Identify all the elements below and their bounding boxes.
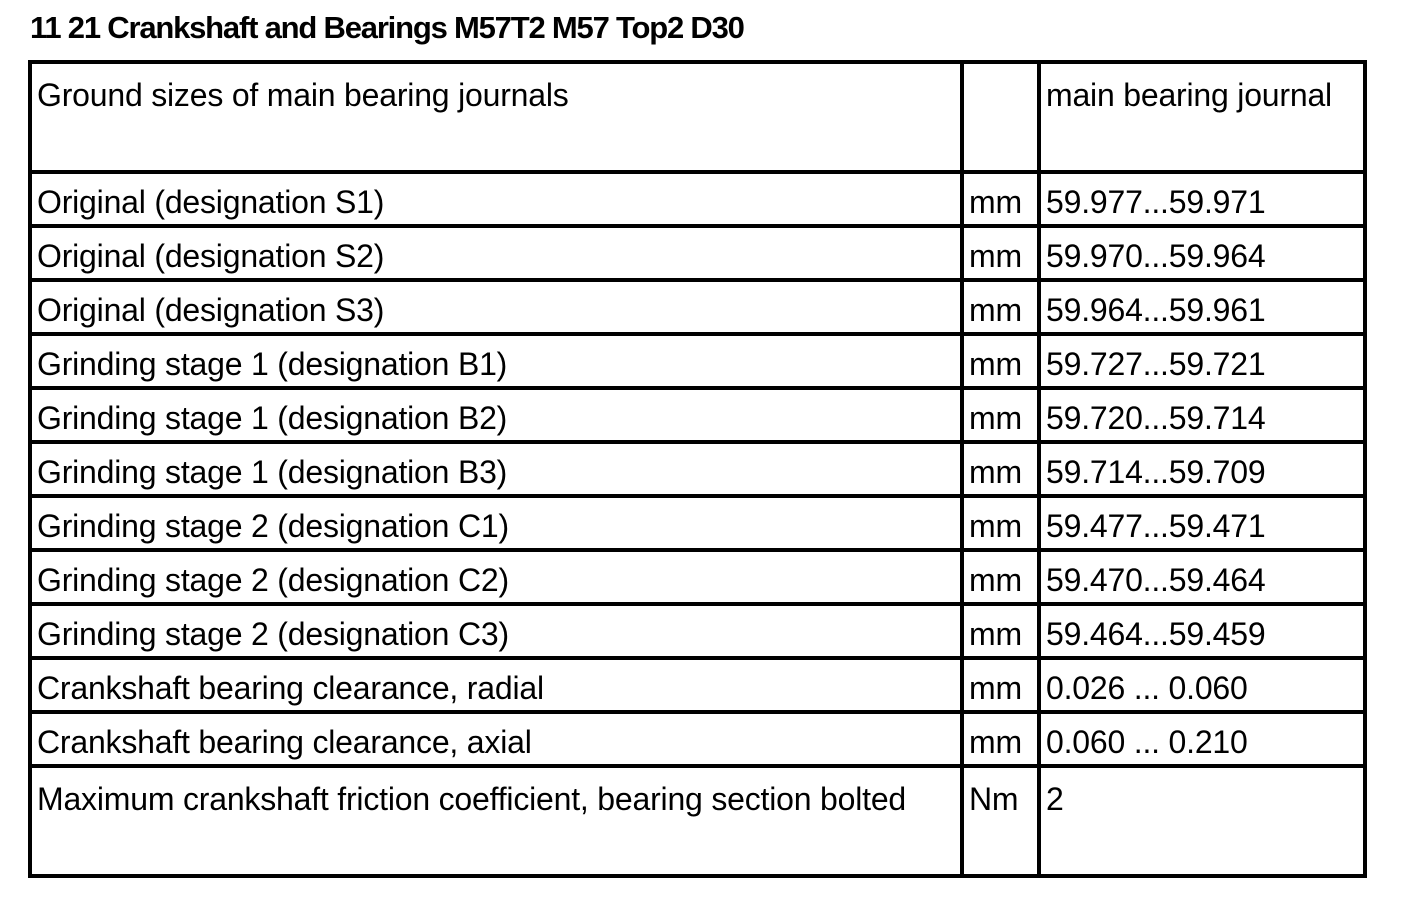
value-cell: 59.720...59.714 — [1039, 388, 1365, 442]
table-header-row — [30, 62, 1365, 172]
value-cell: 59.464...59.459 — [1039, 604, 1365, 658]
value-cell: 59.714...59.709 — [1039, 442, 1365, 496]
value-cell: 59.477...59.471 — [1039, 496, 1365, 550]
table-row — [30, 172, 1365, 226]
header-description-cell: Ground sizes of main bearing journals — [30, 62, 962, 172]
table-row — [30, 604, 1365, 658]
description-cell: Grinding stage 1 (designation B1) — [30, 334, 962, 388]
unit-cell: Nm — [962, 766, 1039, 876]
value-cell: 2 — [1039, 766, 1365, 876]
value-cell: 0.026 ... 0.060 — [1039, 658, 1365, 712]
unit-cell: mm — [962, 658, 1039, 712]
description-cell: Original (designation S3) — [30, 280, 962, 334]
table-row — [30, 766, 1365, 876]
specification-table — [28, 60, 1367, 878]
document-title: 11 21 Crankshaft and Bearings M57T2 M57 Top2 D30 — [30, 10, 744, 45]
description-cell: Grinding stage 1 (designation B2) — [30, 388, 962, 442]
table-row — [30, 658, 1365, 712]
table-row — [30, 226, 1365, 280]
table-row — [30, 334, 1365, 388]
value-cell: 59.970...59.964 — [1039, 226, 1365, 280]
unit-cell: mm — [962, 604, 1039, 658]
header-value-cell: main bearing journal — [1039, 62, 1365, 172]
value-cell: 0.060 ... 0.210 — [1039, 712, 1365, 766]
unit-cell: mm — [962, 712, 1039, 766]
unit-cell: mm — [962, 496, 1039, 550]
unit-cell: mm — [962, 226, 1039, 280]
unit-cell: mm — [962, 388, 1039, 442]
description-cell: Grinding stage 2 (designation C2) — [30, 550, 962, 604]
value-cell: 59.977...59.971 — [1039, 172, 1365, 226]
description-cell: Crankshaft bearing clearance, radial — [30, 658, 962, 712]
value-cell: 59.964...59.961 — [1039, 280, 1365, 334]
description-cell: Crankshaft bearing clearance, axial — [30, 712, 962, 766]
table-row — [30, 442, 1365, 496]
unit-cell: mm — [962, 172, 1039, 226]
unit-cell: mm — [962, 280, 1039, 334]
description-cell: Maximum crankshaft friction coefficient, bearing section bolted — [30, 766, 962, 876]
table-row — [30, 496, 1365, 550]
description-cell: Original (designation S1) — [30, 172, 962, 226]
table-row — [30, 712, 1365, 766]
description-cell: Grinding stage 2 (designation C1) — [30, 496, 962, 550]
value-cell: 59.727...59.721 — [1039, 334, 1365, 388]
unit-cell: mm — [962, 550, 1039, 604]
header-unit-cell — [962, 62, 1039, 172]
table-row — [30, 280, 1365, 334]
unit-cell: mm — [962, 334, 1039, 388]
description-cell: Grinding stage 1 (designation B3) — [30, 442, 962, 496]
description-cell: Grinding stage 2 (designation C3) — [30, 604, 962, 658]
table-row — [30, 550, 1365, 604]
table-row — [30, 388, 1365, 442]
value-cell: 59.470...59.464 — [1039, 550, 1365, 604]
description-cell: Original (designation S2) — [30, 226, 962, 280]
unit-cell: mm — [962, 442, 1039, 496]
